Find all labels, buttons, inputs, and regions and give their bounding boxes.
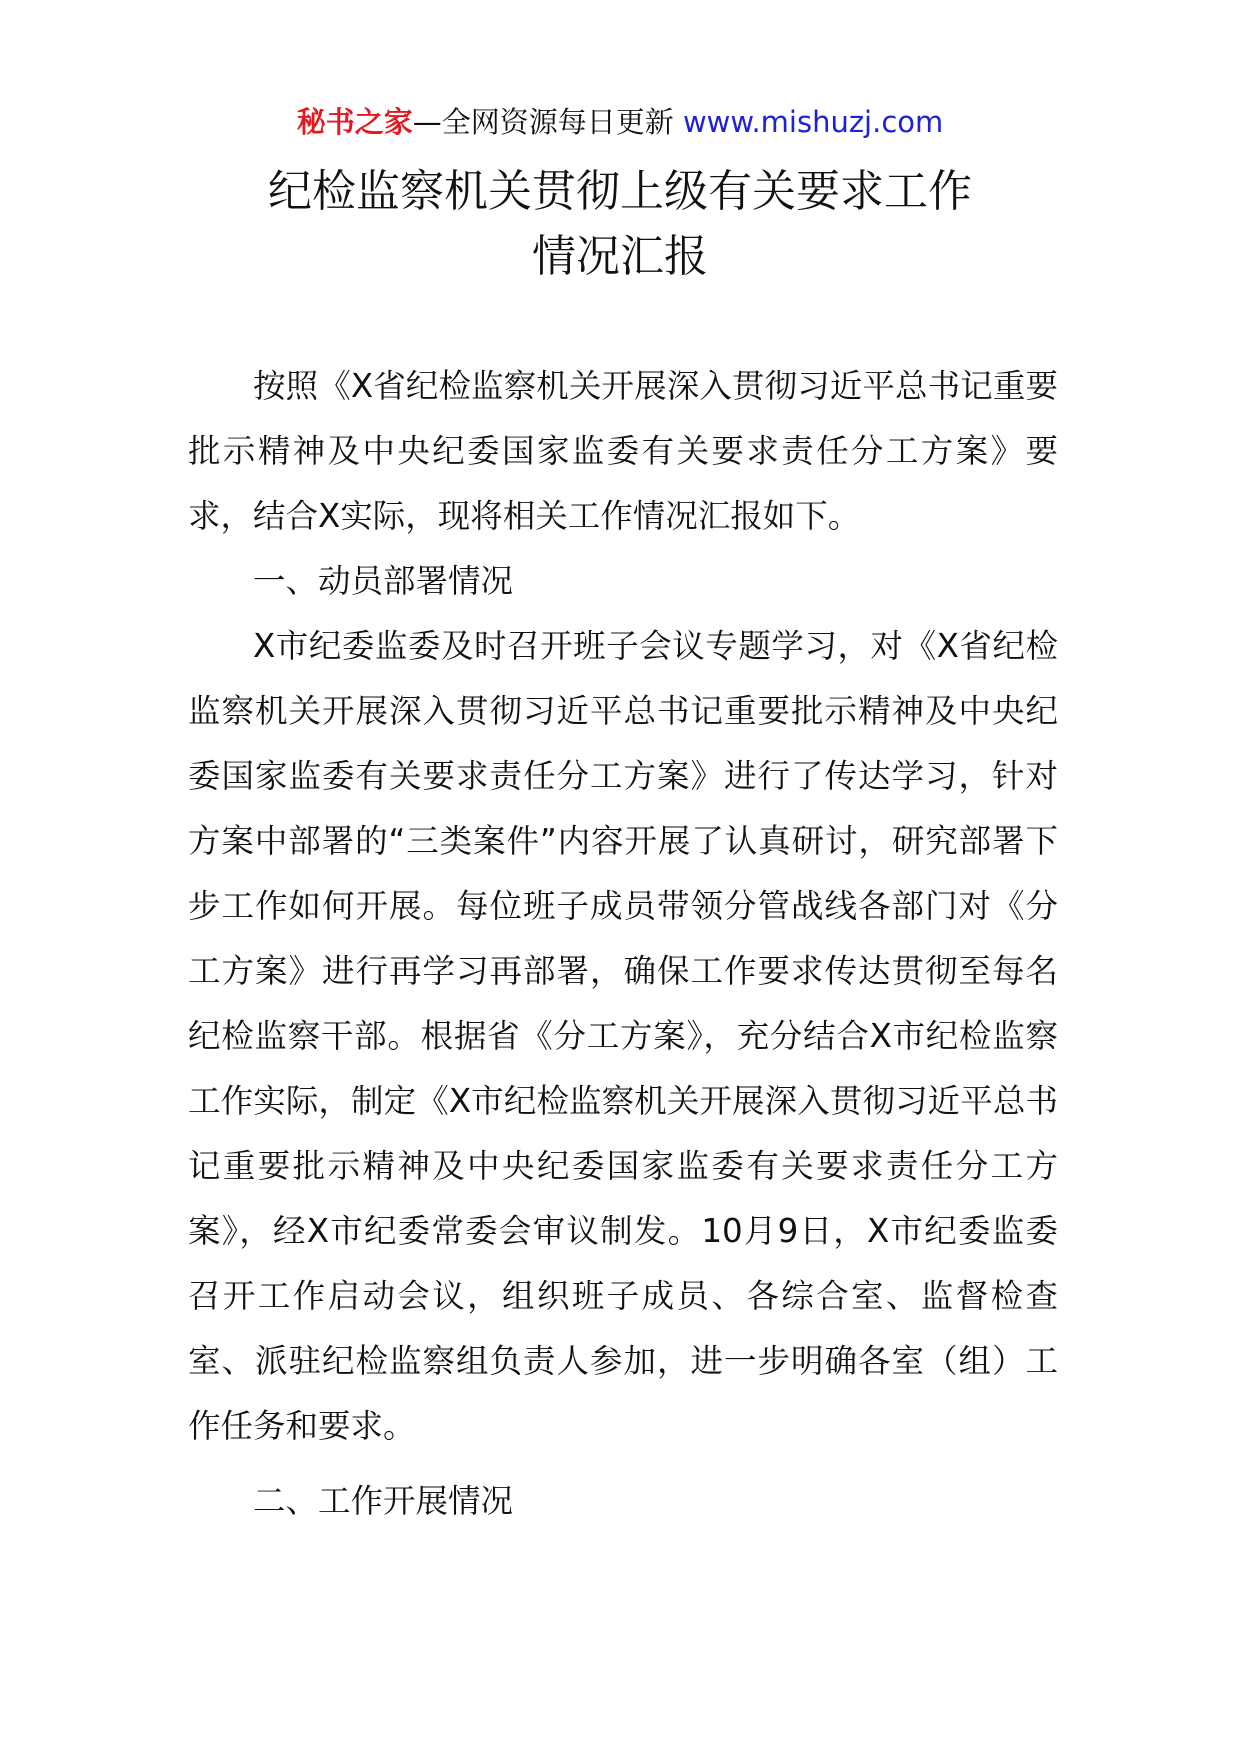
brand-name: 秘书之家 (296, 105, 413, 139)
section-heading-1: 一、动员部署情况 (253, 562, 514, 600)
document-title-line-2: 情况汇报 (532, 231, 708, 282)
site-url-link[interactable]: www.mishuzj.com (682, 105, 944, 139)
document-title-line-1: 纪检监察机关贯彻上级有关要求工作 (268, 166, 972, 217)
header-banner (0, 100, 1240, 144)
section-1-paragraph: X市纪委监委及时召开班子会议专题学习，对《X省纪检监察机关开展深入贯彻习近平总书记重要批示精神及中央纪委国家监委有关要求责任分工方案》进行了传达学习，针对方案中部署的“三类案件”内容开展了认真研讨，研究部署下步工作如何开展。每位班子成员带领分管战线各部门对《分工方案》进行再学习再部署，确保工作要求传达贯彻至每名纪检监察干部。根据省《分工方案》，充分结合X市纪检监察工作实际，制定《X市纪检监察机关开展深入贯彻习近平总书记重要批示精神及中央纪委国家监委有关要求责任分工方案》，经X市纪委常委会审议制发。10月9日，X市纪委监委召开工作启动会议，组织班子成员、各综合室、监督检查室、派驻纪检监察组负责人参加，进一步明确各室（组）工作任务和要求。 (188, 627, 1058, 1445)
section-heading-2: 二、工作开展情况 (253, 1482, 514, 1520)
intro-paragraph: 按照《X省纪检监察机关开展深入贯彻习近平总书记重要批示精神及中央纪委国家监委有关要求责任分工方案》要求，结合X实际，现将相关工作情况汇报如下。 (188, 367, 1058, 535)
document-body (188, 354, 1058, 1534)
header-tagline: —全网资源每日更新 (412, 105, 674, 139)
